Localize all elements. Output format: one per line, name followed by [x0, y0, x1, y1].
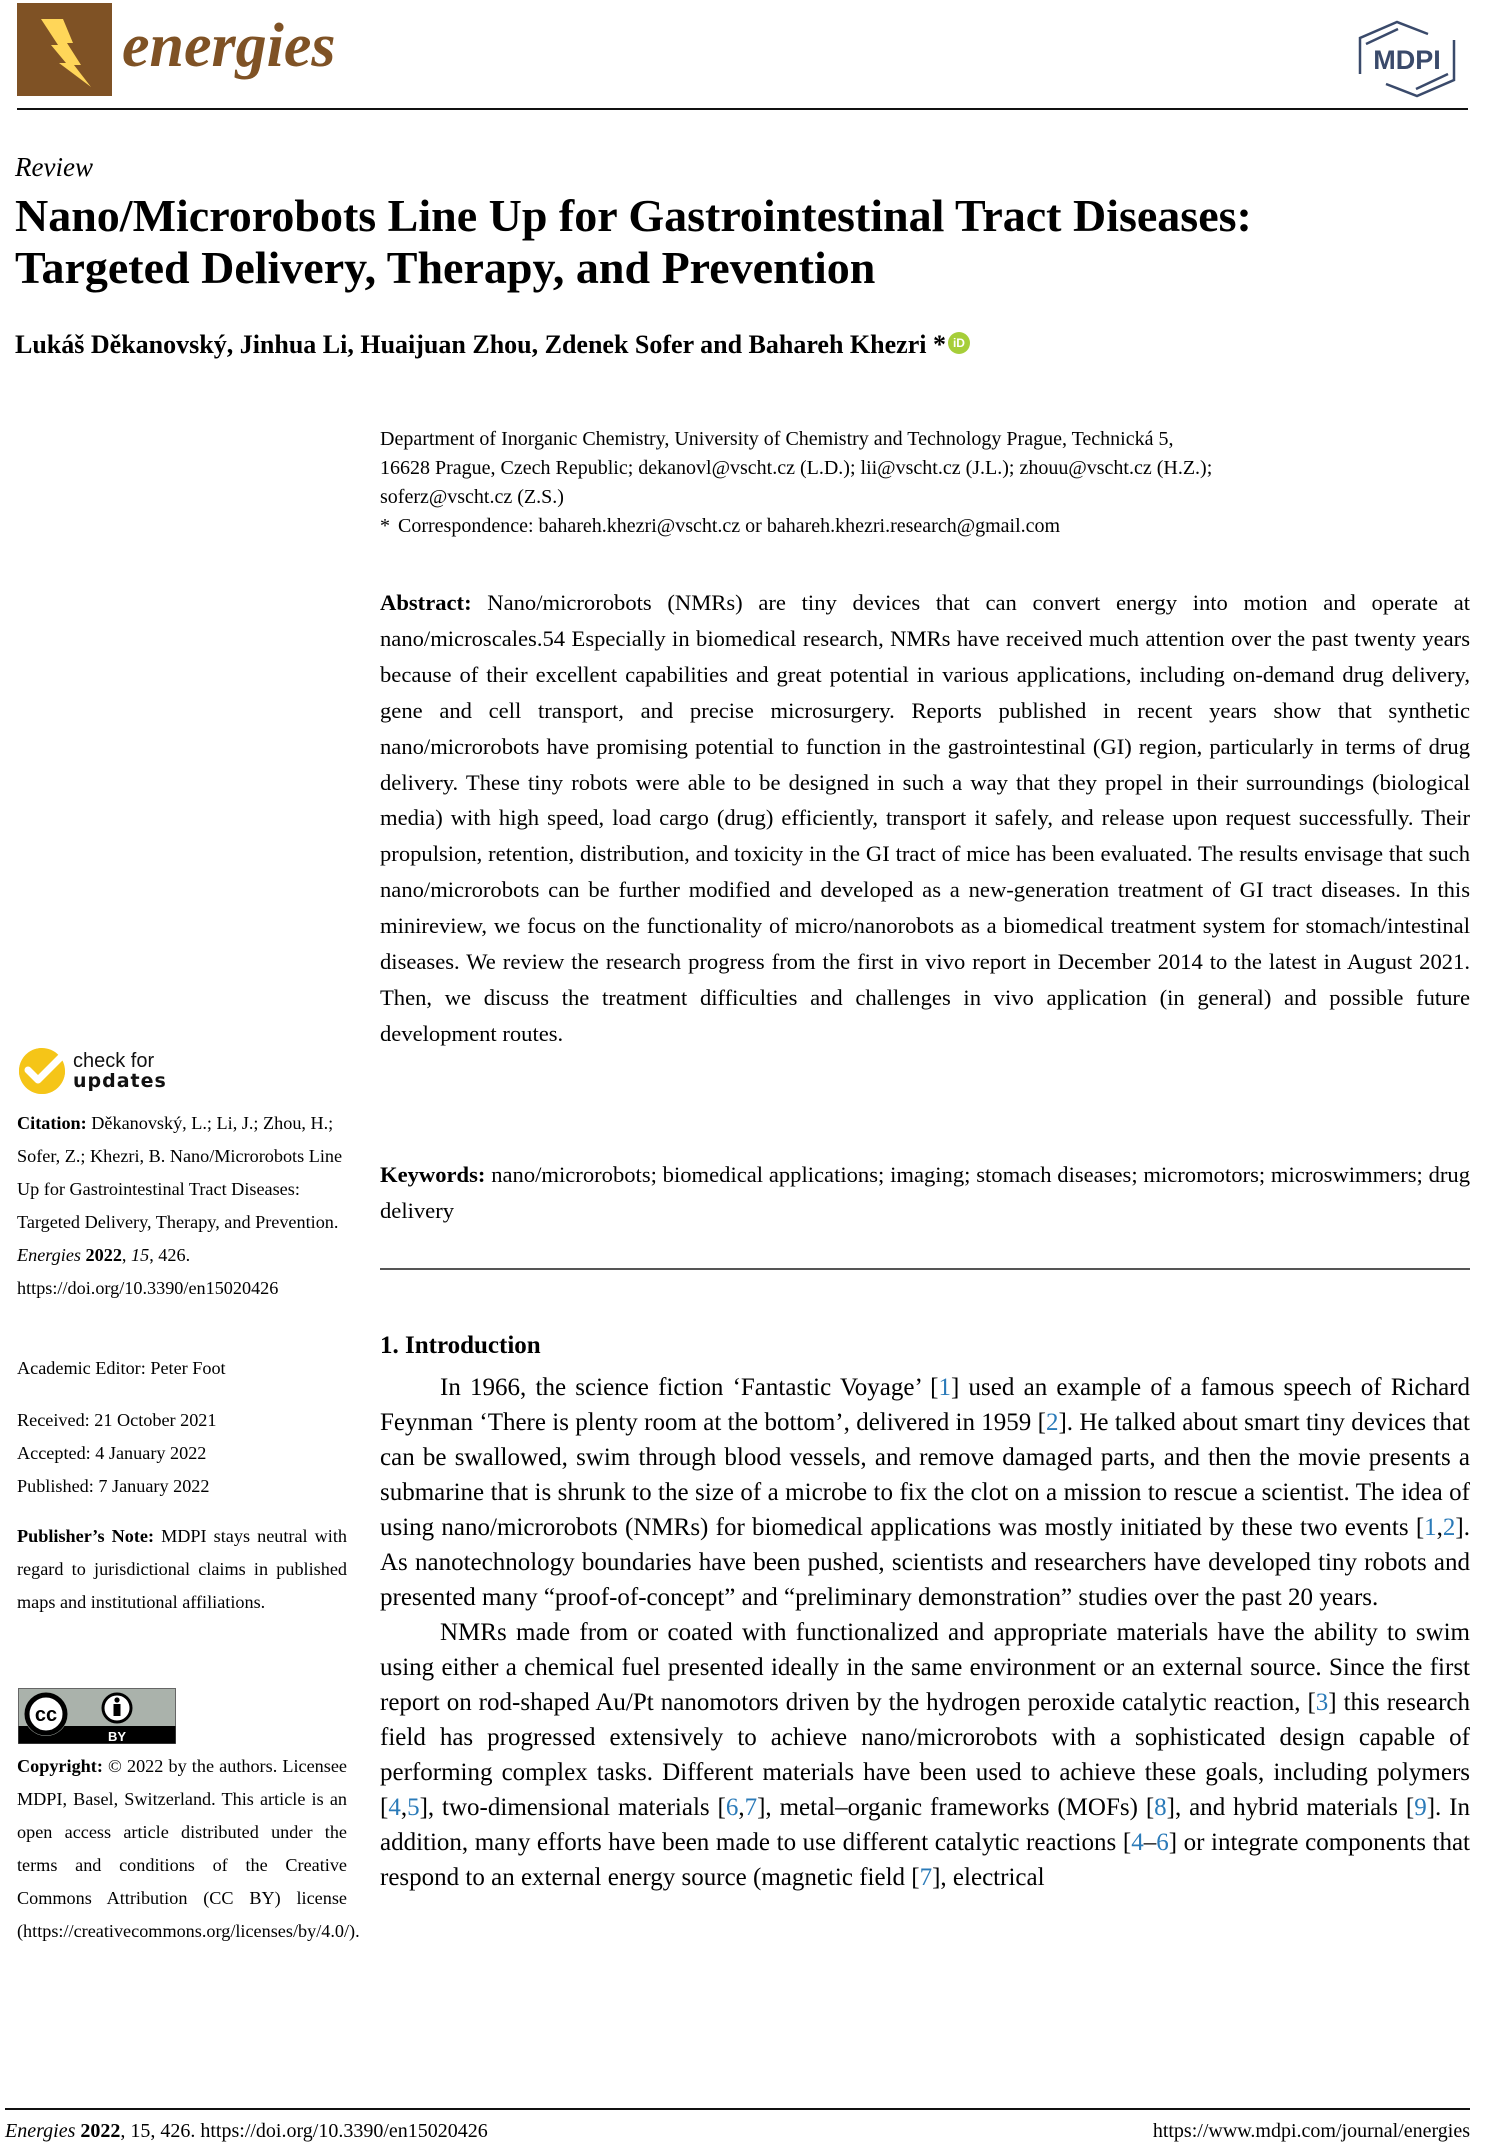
mdpi-logo-text: MDPI	[1373, 45, 1441, 75]
academic-editor: Academic Editor: Peter Foot	[17, 1358, 226, 1378]
mdpi-hexagon-logo	[1352, 18, 1462, 98]
reference-link[interactable]: 9	[1414, 1794, 1427, 1821]
title-line-1: Nano/Microrobots Line Up for Gastrointestinal Tract Diseases:	[15, 190, 1252, 241]
reference-link[interactable]: 6	[1156, 1829, 1169, 1856]
reference-link[interactable]: 1	[1424, 1514, 1437, 1541]
paragraph	[380, 1370, 1470, 1615]
introduction-body	[380, 1370, 1470, 1895]
keywords-label: Keywords:	[380, 1162, 486, 1187]
affiliation-block	[380, 425, 1470, 541]
correspondence-text: Correspondence: bahareh.khezri@vscht.cz or bahareh.khezri.research@gmail.com	[398, 515, 1061, 537]
check-updates-line-1: check for	[73, 1050, 155, 1072]
article-title	[15, 190, 1495, 294]
article-type: Review	[15, 152, 93, 182]
abstract-text: Nano/microrobots (NMRs) are tiny devices that can convert energy into motion and operate at nano/microscales.54 Especially in biomedical research, NMRs have received much attention over the past twenty years because of their excellent capabilities and great potential in various applications, including on-demand drug delivery, gene and cell transport, and precise microsurgery. Reports published in recent years show that synthetic nano/microrobots have promising potential to function in the gastrointestinal (GI) region, particularly in terms of drug delivery. These tiny robots were able to be designed in such a way that they propel in their surroundings (biological media) with high speed, load cargo (drug) efficiently, transport it safely, and release upon request successfully. Their propulsion, retention, distribution, and toxicity in the GI tract of mice has been evaluated. The results envisage that such nano/microrobots can be further modified and developed as a new-generation treatment of GI tract diseases. In this minireview, we focus on the functionality of micro/nanorobots as a biomedical treatment system for stomach/intestinal diseases. We review the research progress from the first in vivo report in December 2014 to the latest in August 2021. Then, we discuss the treatment difficulties and challenges in vivo application (in general) and possible future development routes.	[380, 590, 1470, 1046]
publisher-note	[17, 1520, 347, 1619]
affiliation-line-1: Department of Inorganic Chemistry, University of Chemistry and Technology Prague, Technická 5,	[380, 428, 1174, 450]
citation-doi-link[interactable]: https://doi.org/10.3390/en15020426	[17, 1278, 279, 1298]
text-run: ], two-dimensional materials [	[419, 1794, 726, 1821]
keywords-text: nano/microrobots; biomedical applications; imaging; stomach diseases; micromotors; microswimmers; drug delivery	[380, 1162, 1470, 1223]
accepted-date: Accepted: 4 January 2022	[17, 1443, 207, 1463]
reference-link[interactable]: 3	[1315, 1689, 1329, 1716]
published-date: Published: 7 January 2022	[17, 1476, 210, 1496]
reference-link[interactable]: 7	[919, 1864, 933, 1891]
text-run: ,	[400, 1794, 408, 1821]
reference-link[interactable]: 8	[1154, 1794, 1167, 1821]
text-run: ] used an example of a famous speech of Richard Feynman ‘There is plenty room at the bottom’, delivered in 1959 [	[380, 1374, 1470, 1436]
author-list	[15, 329, 970, 361]
text-run: ] or integrate components that respond to an external energy source (magnetic field [	[380, 1829, 1471, 1891]
journal-logo	[17, 3, 112, 96]
publisher-note-text: MDPI stays neutral with regard to jurisdictional claims in published maps and institutional affiliations.	[17, 1526, 347, 1612]
footer-journal: Energies	[5, 2120, 76, 2142]
copyright-label: Copyright:	[17, 1756, 103, 1776]
text-run: ]. He talked about smart tiny devices that can be swallowed, swim through blood vessels, and remove damaged parts, and then the movie presents a submarine that is shrunk to the size of a microbe to fix the clot on a mission to rescue a scientist. The idea of using nano/microrobots (NMRs) for biomedical applications was mostly initiated by these two events [	[380, 1409, 1470, 1541]
text-run: NMRs made from or coated with functionalized and appropriate materials have the ability to swim using either a chemical fuel presented ideally in the same environment or an external source. Since the first report on rod-shaped Au/Pt nanomotors driven by the hydrogen peroxide catalytic reaction, [	[380, 1619, 1470, 1716]
reference-link[interactable]: 4	[1131, 1829, 1144, 1856]
journal-url-link[interactable]: https://www.mdpi.com/journal/energies	[1152, 2120, 1470, 2142]
footer-citation-rest: , 15, 426. https://doi.org/10.3390/en15020426	[120, 2120, 488, 2142]
keywords	[380, 1157, 1470, 1229]
paragraph	[380, 1615, 1470, 1895]
cc-by-license-badge[interactable]	[18, 1688, 176, 1749]
reference-link[interactable]: 2	[1442, 1514, 1456, 1541]
text-run: ], and hybrid materials [	[1166, 1794, 1415, 1821]
correspondence-line	[380, 512, 1470, 541]
footer-citation	[5, 2118, 488, 2144]
publisher-note-label: Publisher’s Note:	[17, 1526, 155, 1546]
reference-link[interactable]: 7	[744, 1794, 758, 1821]
text-run: ], metal–organic frameworks (MOFs) [	[757, 1794, 1155, 1821]
title-line-2: Targeted Delivery, Therapy, and Prevention	[15, 242, 876, 293]
check-updates-icon	[17, 1046, 67, 1096]
footer-year: 2022	[80, 2120, 121, 2142]
creative-commons-by-icon	[18, 1688, 176, 1744]
affiliation-line-2: 16628 Prague, Czech Republic; dekanovl@vscht.cz (L.D.); lii@vscht.cz (J.L.); zhouu@vscht.cz (H.Z.);	[380, 457, 1213, 479]
header-divider	[17, 108, 1468, 110]
section-heading-introduction: 1. Introduction	[380, 1332, 541, 1359]
citation-pages: , 426.	[149, 1245, 191, 1265]
text-run: –	[1143, 1829, 1157, 1856]
abstract-label: Abstract:	[380, 590, 472, 615]
copyright-text: © 2022 by the authors. Licensee MDPI, Basel, Switzerland. This article is an open access article distributed under the terms and conditions of the Creative Commons Attribution (CC BY) license (https://creativecommons.org/licenses/by/4.0/).	[17, 1756, 360, 1941]
journal-name: energies	[122, 12, 336, 80]
citation-volume: 15	[131, 1245, 150, 1265]
citation-year: 2022	[85, 1245, 122, 1265]
text-run: ] this research field has progressed extensively to achieve nano/microrobots with a sophisticated design capable of performing complex tasks. Different materials have been used to achieve these goals, including polymers [	[380, 1689, 1470, 1821]
correspondence-star: *	[380, 515, 390, 537]
corresponding-author-mark: *	[926, 330, 946, 359]
text-run: ]. In addition, many efforts have been made to use different catalytic reactions [	[380, 1794, 1470, 1856]
citation-journal: Energies	[17, 1245, 81, 1265]
text-run: ,	[738, 1794, 745, 1821]
publication-dates	[17, 1404, 347, 1503]
cc-text: cc	[34, 1704, 58, 1726]
reference-link[interactable]: 2	[1045, 1409, 1059, 1436]
text-run: ,	[1436, 1514, 1443, 1541]
reference-link[interactable]: 1	[938, 1374, 951, 1401]
reference-link[interactable]: 6	[725, 1794, 739, 1821]
copyright-block	[17, 1750, 360, 1948]
text-run: In 1966, the science fiction ‘Fantastic Voyage’ [	[440, 1374, 939, 1401]
received-date: Received: 21 October 2021	[17, 1410, 217, 1430]
abstract	[380, 585, 1470, 1052]
reference-link[interactable]: 4	[388, 1794, 401, 1821]
citation-label: Citation:	[17, 1113, 87, 1133]
authors-text: Lukáš Děkanovský, Jinhua Li, Huaijuan Zhou, Zdenek Sofer and Bahareh Khezri	[15, 330, 927, 359]
reference-link[interactable]: 5	[407, 1794, 420, 1821]
citation-text: Děkanovský, L.; Li, J.; Zhou, H.; Sofer, Z.; Khezri, B. Nano/Microrobots Line Up for Gastrointestinal Tract Diseases: Targeted Delivery, Therapy, and Prevention.	[17, 1113, 343, 1232]
affiliation-line-3: soferz@vscht.cz (Z.S.)	[380, 486, 564, 508]
text-run: ]. As nanotechnology boundaries have been pushed, scientists and researchers have developed tiny robots and presented many “proof-of-concept” and “preliminary demonstration” studies over the past 20 years.	[380, 1514, 1470, 1611]
by-text: BY	[107, 1729, 127, 1744]
orcid-icon[interactable]: iD	[948, 332, 970, 354]
text-run: ], electrical	[932, 1864, 1045, 1891]
citation-block: Citation: Děkanovský, L.; Li, J.; Zhou, H.; Sofer, Z.; Khezri, B. Nano/Microrobots Line Up for Gastrointestinal Tract Diseases: Targeted Delivery, Therapy, and Prevention. Energies 2022, 15, 426. https://doi.org/10.3390/en15020426	[17, 1113, 343, 1298]
footer-divider	[5, 2108, 1470, 2110]
publisher-logo[interactable]	[1352, 18, 1462, 103]
check-updates-line-2: updates	[73, 1070, 167, 1092]
lightning-bolt-icon	[17, 3, 112, 96]
abstract-divider	[380, 1268, 1470, 1270]
